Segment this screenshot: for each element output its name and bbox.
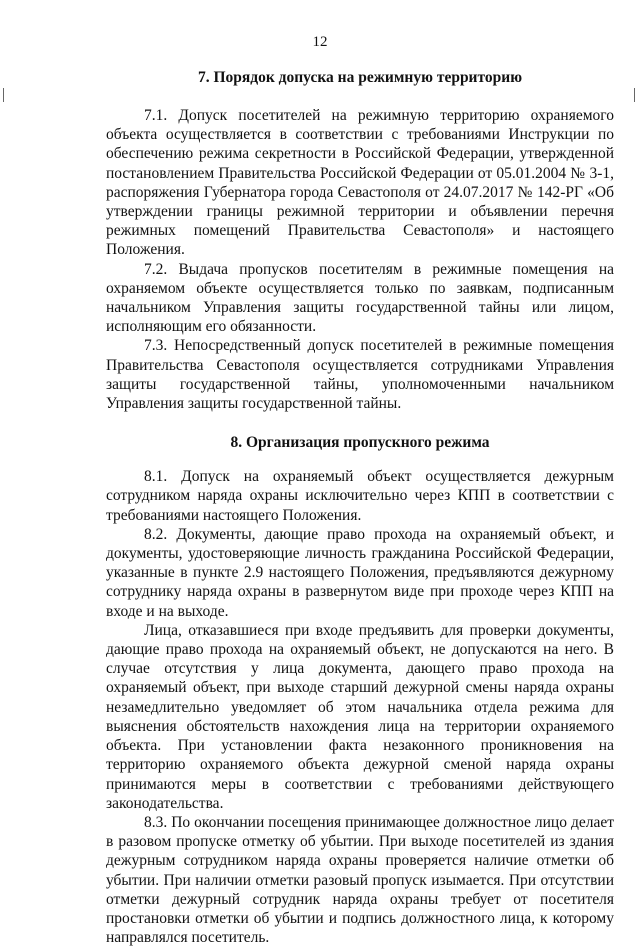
paragraph-8-2-cont: Лица, отказавшиеся при входе предъявить для проверки документы, дающие право прохода на охраняемый объект, не допускаются на него. В случае отсутствия у лица документа, дающего право прохода на охраняемый объект, при выходе старший дежурной смены наряда охраны незамедлительно уведомляет об этом начальника отдела режима для выяснения обстоятельств нахождения лица на территории охраняемого объекта. При установлении факта незаконного проникновения на территорию охраняемого объекта дежурной сменой наряда охраны принимаются меры в соответствии с требованиями действующего законодательства. [106,621,614,812]
scan-edge-mark-left [3,88,4,102]
paragraph-8-3: 8.3. По окончании посещения принимающее должностное лицо делает в разовом пропуске отметку об убытии. При выходе посетителей из здания дежурным сотрудником наряда охраны проверяется наличие отметки об убытии. При наличии отметки разовый пропуск изымается. При отсутствии отметки дежурный сотрудник наряда охраны требует от посетителя простановки отметки об убытии и подпись должностного лица, к которому направлялся посетитель. [106,813,614,947]
paragraph-7-3: 7.3. Непосредственный допуск посетителей в режимные помещения Правительства Севастополя осуществляется сотрудниками Управления защиты государственной тайны, уполномоченными начальником Управления защиты государственной тайны. [106,337,614,413]
paragraph-7-2: 7.2. Выдача пропусков посетителям в режимные помещения на охраняемом объекте осуществляется только по заявкам, подписанным начальником Управления защиты государственной тайны или лицом, исполняющим его обязанности. [106,260,614,336]
paragraph-8-2: 8.2. Документы, дающие право прохода на охраняемый объект, и документы, удостоверяющие личность гражданина Российской Федерации, указанные в пункте 2.9 настоящего Положения, предъявляются дежурному сотруднику наряда охраны в развернутом виде при проходе через КПП на входе и на выходе. [106,525,614,620]
paragraph-7-1: 7.1. Допуск посетителей на режимную территорию охраняемого объекта осуществляется в соответствии с требованиями Инструкции по обеспечению режима секретности в Российской Федерации, утвержденной постановлением Правительства Российской Федерации от 05.01.2004 № 3-1, распоряжения Губернатора города Севастополя от 24.07.2017 № 142-РГ «Об утверждении границы режимной территории и объявлении перечня режимных помещений Правительства Севастополя» и настоящего Положения. [106,107,614,259]
scan-edge-mark-right [634,88,635,102]
section-7-title: 7. Порядок допуска на режимную территорию [197,69,523,86]
document-body [106,60,614,947]
paragraph-8-1: 8.1. Допуск на охраняемый объект осуществляется дежурным сотрудником наряда охраны исключительно через КПП в соответствии с требованиями настоящего Положения. [106,468,614,524]
section-8-title: 8. Организация пропускного режима [230,434,490,452]
page-number: 12 [312,34,328,50]
